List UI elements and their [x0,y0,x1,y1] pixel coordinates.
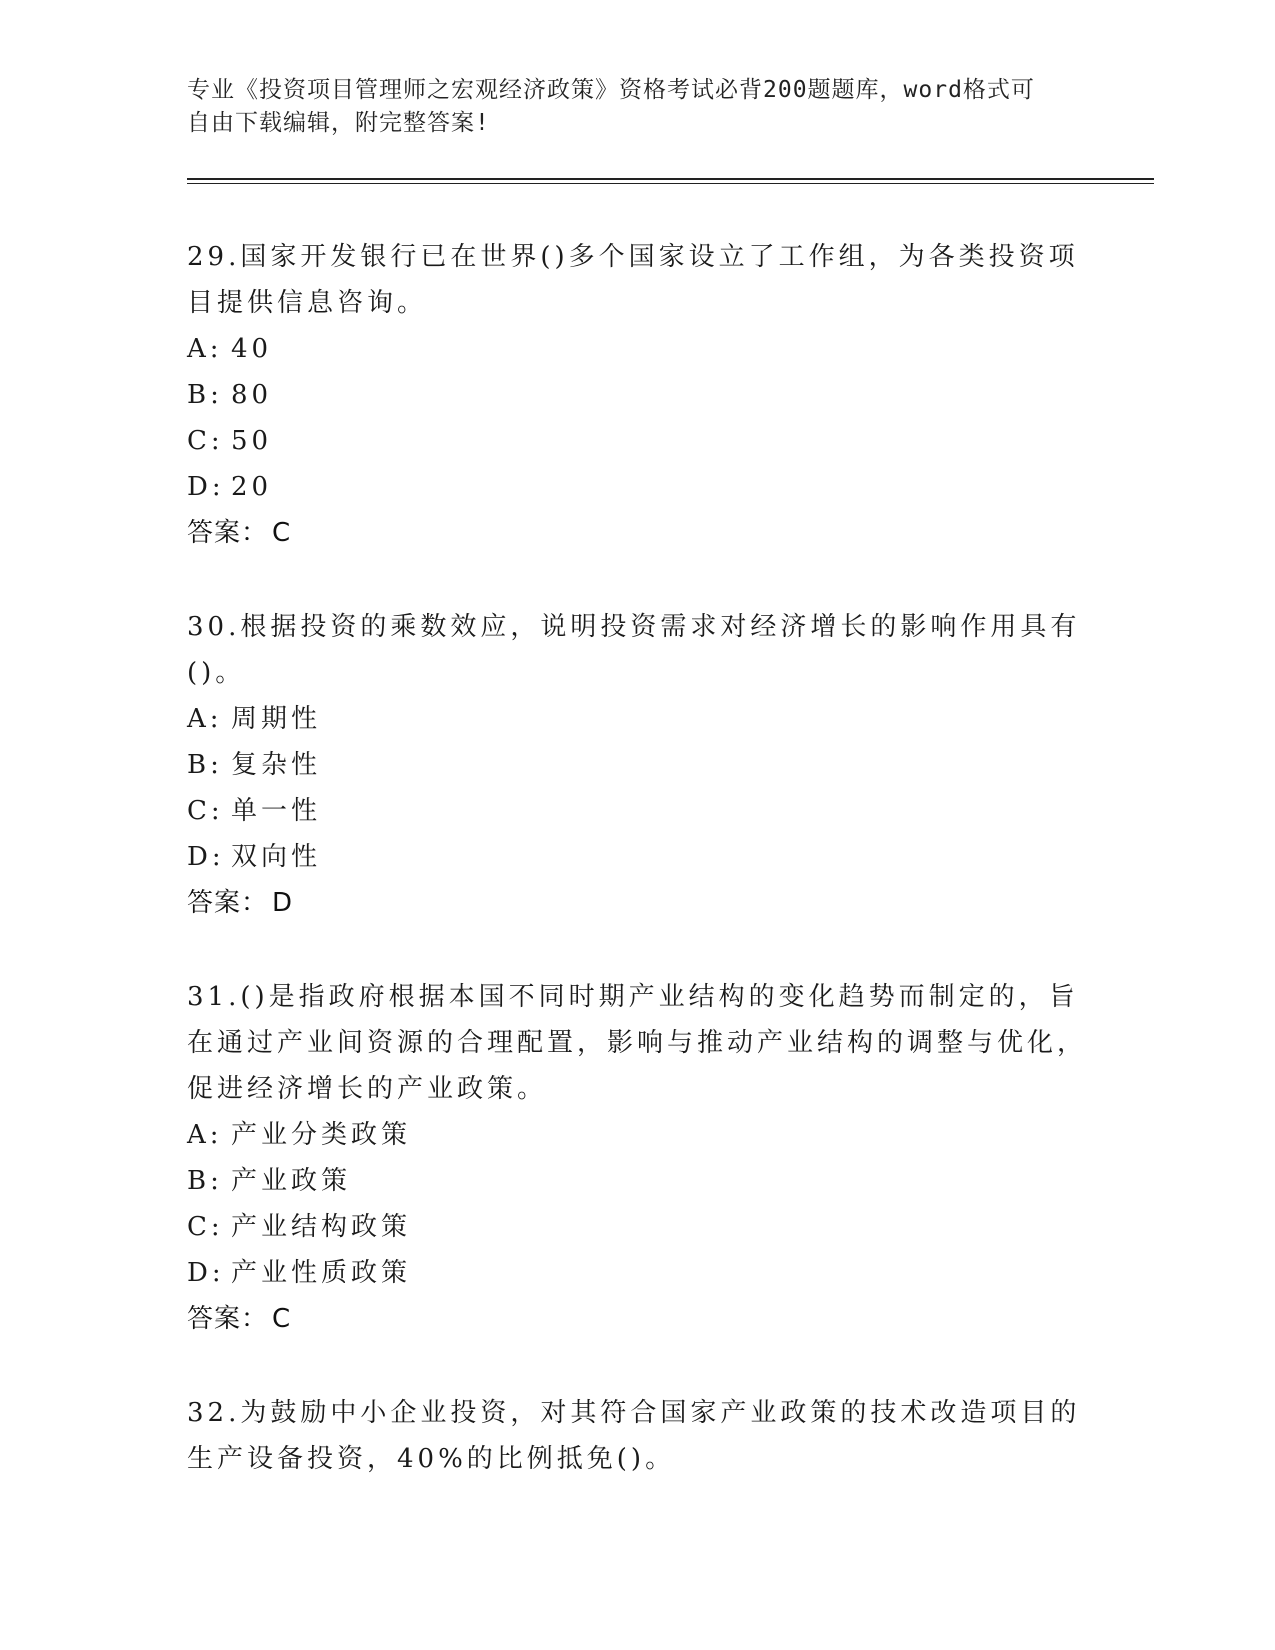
question-list [187,234,1087,1530]
option-text: 20 [231,472,273,502]
option-letter: A: [187,334,223,364]
answer-label: 答案： [187,518,269,548]
option-text: 50 [231,426,273,456]
option-letter: D: [187,472,225,502]
header-line-2: 自由下载编辑，附完整答案! [187,110,490,136]
option-letter: D: [187,842,225,872]
option-letter: B: [187,1166,223,1196]
option-b [187,742,1087,788]
header-divider-thick [187,178,1154,180]
option-text: 产业性质政策 [231,1258,412,1288]
answer-label: 答案： [187,1304,269,1334]
answer-value: D [272,888,294,918]
option-letter: A: [187,704,223,734]
option-c [187,788,1087,834]
option-letter: D: [187,1258,225,1288]
option-letter: A: [187,1120,223,1150]
document-header [187,74,1067,140]
option-letter: B: [187,380,223,410]
question-32 [187,1390,1087,1482]
header-line-1: 专业《投资项目管理师之宏观经济政策》资格考试必背200题题库，word格式可 [187,77,1035,103]
option-text: 产业结构政策 [231,1212,412,1242]
answer-value: C [272,1304,292,1334]
option-letter: B: [187,750,223,780]
answer-label: 答案： [187,888,269,918]
header-divider-thin [187,183,1154,184]
option-letter: C: [187,796,224,826]
option-d [187,1250,1087,1296]
option-d [187,834,1087,880]
option-a [187,1112,1087,1158]
option-letter: C: [187,1212,224,1242]
answer [187,880,1087,926]
question-text: 32.为鼓励中小企业投资，对其符合国家产业政策的技术改造项目的生产设备投资，40%的比例抵免()。 [187,1398,1081,1474]
answer [187,1296,1087,1342]
question-29 [187,234,1087,556]
answer [187,510,1087,556]
question-text: 31.()是指政府根据本国不同时期产业结构的变化趋势而制定的，旨在通过产业间资源的合理配置，影响与推动产业结构的调整与优化，促进经济增长的产业政策。 [187,982,1088,1104]
option-d [187,464,1087,510]
option-text: 产业政策 [231,1166,352,1196]
option-a [187,326,1087,372]
question-text: 30.根据投资的乘数效应，说明投资需求对经济增长的影响作用具有()。 [187,612,1081,688]
option-text: 复杂性 [231,750,322,780]
option-text: 产业分类政策 [231,1120,412,1150]
option-c [187,1204,1087,1250]
question-text: 29.国家开发银行已在世界()多个国家设立了工作组，为各类投资项目提供信息咨询。 [187,242,1079,318]
option-text: 周期性 [231,704,322,734]
option-text: 40 [231,334,273,364]
option-c [187,418,1087,464]
question-30 [187,604,1087,926]
option-a [187,696,1087,742]
option-text: 单一性 [231,796,322,826]
option-b [187,372,1087,418]
option-letter: C: [187,426,224,456]
option-text: 双向性 [231,842,322,872]
question-31 [187,974,1087,1342]
answer-value: C [272,518,292,548]
option-text: 80 [231,380,273,410]
option-b [187,1158,1087,1204]
